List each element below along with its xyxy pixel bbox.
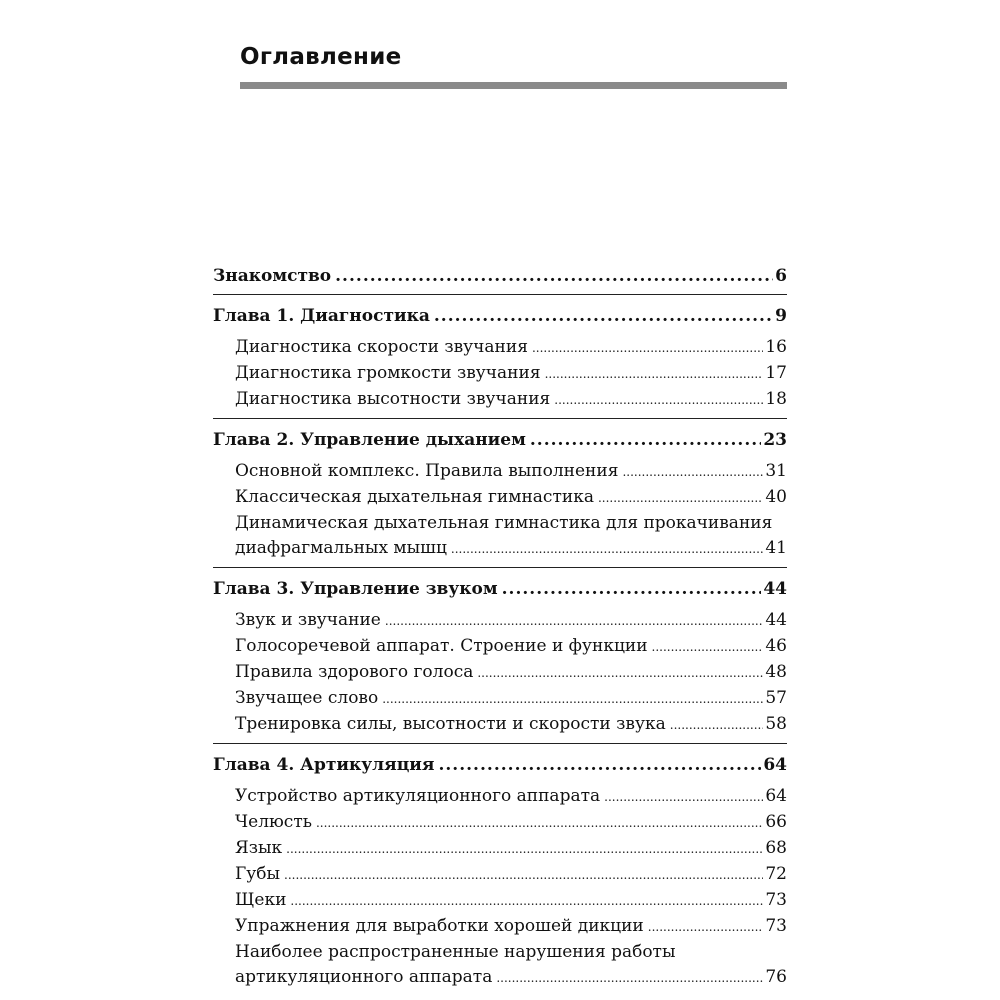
toc-section-multiline[interactable] [213,940,787,991]
toc-entry-page: 64 [763,755,787,775]
toc-entry-label-line1: Наиболее распространенные нарушения работы [235,942,676,962]
table-of-contents [213,264,787,991]
dot-leader [496,966,763,991]
toc-entry-page: 72 [765,864,787,884]
dot-leader [385,608,763,634]
toc-entry-page: 76 [765,967,787,987]
toc-entry-label: Глава 3. Управление звуком [213,579,498,599]
toc-entry-label: Язык [235,838,283,858]
separator-line [213,567,787,568]
toc-section[interactable] [213,485,787,511]
toc-section[interactable] [213,810,787,836]
toc-entry-label: Знакомство [213,266,332,286]
toc-entry-page: 44 [765,610,787,630]
dot-leader [652,634,764,660]
toc-entry-label-line1: Динамическая дыхательная гимнастика для прокачивания [235,513,773,533]
toc-entry-intro[interactable] [213,264,787,289]
toc-entry-label: Глава 4. Артикуляция [213,755,435,775]
separator-line [213,418,787,419]
toc-entry-page: 68 [765,838,787,858]
toc-entry-label: Тренировка силы, высотности и скорости звука [235,714,666,734]
toc-section[interactable] [213,784,787,810]
toc-entry-page: 17 [765,363,787,383]
toc-section[interactable] [213,459,787,485]
toc-chapter-2[interactable] [213,428,787,453]
toc-entry-label: Классическая дыхательная гимнастика [235,487,594,507]
dot-leader [648,914,764,940]
toc-section[interactable] [213,712,787,738]
toc-section[interactable] [213,888,787,914]
title-rule [240,82,787,89]
toc-entry-page: 73 [765,890,787,910]
dot-leader [670,712,764,738]
dot-leader [284,862,763,888]
dot-leader [598,485,763,511]
dot-leader [335,264,773,289]
toc-entry-page: 23 [763,430,787,450]
toc-entry-label: Глава 2. Управление дыханием [213,430,526,450]
toc-entry-label: Челюсть [235,812,312,832]
toc-section[interactable] [213,660,787,686]
dot-leader [545,361,764,387]
toc-entry-label: Упражнения для выработки хорошей дикции [235,916,644,936]
toc-entry-label: артикуляционного аппарата [235,967,493,987]
dot-leader [451,537,763,562]
toc-entry-label: Диагностика высотности звучания [235,389,551,409]
dot-leader [382,686,763,712]
toc-entry-label: Диагностика скорости звучания [235,337,528,357]
toc-entry-page: 58 [765,714,787,734]
toc-entry-page: 64 [765,786,787,806]
toc-entry-page: 31 [765,461,787,481]
toc-section[interactable] [213,862,787,888]
toc-section[interactable] [213,335,787,361]
dot-leader [604,784,763,810]
toc-section[interactable] [213,634,787,660]
dot-leader [286,836,763,862]
toc-section[interactable] [213,608,787,634]
toc-entry-page: 48 [765,662,787,682]
dot-leader [554,387,763,413]
toc-entry-label: Диагностика громкости звучания [235,363,541,383]
toc-entry-label: Голосоречевой аппарат. Строение и функции [235,636,648,656]
dot-leader [622,459,763,485]
toc-entry-page: 41 [765,538,787,558]
dot-leader [502,577,762,602]
toc-entry-label: Основной комплекс. Правила выполнения [235,461,619,481]
dot-leader [438,753,761,778]
toc-entry-label: Губы [235,864,281,884]
toc-section[interactable] [213,361,787,387]
toc-entry-page: 18 [765,389,787,409]
dot-leader [532,335,763,361]
toc-section[interactable] [213,914,787,940]
toc-entry-label: Глава 1. Диагностика [213,306,430,326]
toc-entry-page: 6 [775,266,787,286]
toc-entry-page: 9 [775,306,787,326]
separator-line [213,743,787,744]
toc-entry-page: 44 [763,579,787,599]
toc-entry-page: 40 [765,487,787,507]
dot-leader [316,810,763,836]
toc-entry-label: диафрагмальных мышц [235,538,447,558]
toc-entry-page: 73 [765,916,787,936]
toc-entry-label: Устройство артикуляционного аппарата [235,786,601,806]
toc-chapter-3[interactable] [213,577,787,602]
toc-entry-label: Звучащее слово [235,688,379,708]
dot-leader [530,428,761,453]
toc-entry-label: Щеки [235,890,287,910]
toc-section-multiline[interactable] [213,511,787,562]
toc-entry-page: 16 [765,337,787,357]
dot-leader [434,304,773,329]
toc-chapter-4[interactable] [213,753,787,778]
dot-leader [477,660,763,686]
toc-entry-label: Правила здорового голоса [235,662,474,682]
toc-chapter-1[interactable] [213,304,787,329]
toc-entry-page: 46 [765,636,787,656]
page-title: Оглавление [240,44,402,70]
toc-section[interactable] [213,836,787,862]
toc-entry-page: 66 [765,812,787,832]
toc-entry-label: Звук и звучание [235,610,381,630]
dot-leader [290,888,763,914]
separator-line [213,294,787,295]
toc-section[interactable] [213,387,787,413]
toc-entry-page: 57 [765,688,787,708]
toc-section[interactable] [213,686,787,712]
